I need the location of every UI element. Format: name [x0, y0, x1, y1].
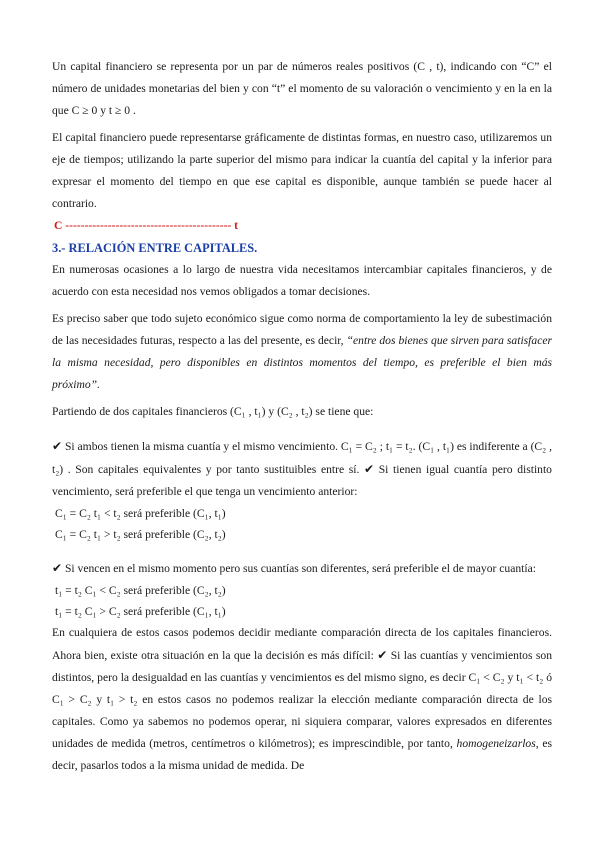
final-text-d: , es decir, pasarlos todos a la misma unidad de medida. De — [52, 737, 552, 772]
subestimation-quote: “entre dos bienes que sirven para satisfacer la misma necesidad, pero disponibles en distintos momentos del tiempo, es preferible el bien más próximo”. — [52, 334, 553, 391]
document-body — [52, 56, 552, 777]
paragraph-subestimation-law — [52, 308, 552, 396]
final-italic-word: homogeneizarlos — [456, 737, 536, 750]
section-heading: 3.- RELACIÓN ENTRE CAPITALES. — [52, 241, 258, 255]
formula-case1-later: C₁ = C₂ t₁ > t₂ será preferible (C₂, t₂) — [55, 528, 226, 541]
case-same-maturity — [52, 557, 552, 580]
time-axis-line: C ------------------------------------------- t — [54, 219, 239, 232]
case1-text2: Si tienen igual cuantía pero distinto vencimiento, será preferible el que tenga un vencimiento anterior: — [52, 463, 552, 498]
case2-text: Si vencen en el mismo momento pero sus cuantías son diferentes, será preferible el de mayor cuantía: — [64, 562, 536, 575]
checkmark-icon: ✔ — [52, 561, 63, 575]
formula-case2-larger: t₁ = t₂ C₁ > C₂ será preferible (C₁, t₁) — [55, 605, 226, 618]
formula-case2-smaller: t₁ = t₂ C₁ < C₂ será preferible (C₂, t₂) — [55, 584, 226, 597]
paragraph-graphical-representation: El capital financiero puede representarse gráficamente de distintas formas, en nuestro caso, utilizaremos un eje de tiempos; utilizando la parte superior del mismo para indicar la cuantía del capital y la inferior para expresar el momento del tiempo en que ese capital es disponible, aunque también se puede hacer al contrario. — [52, 131, 552, 210]
subestimation-text: Es preciso saber que todo sujeto económico sigue como norma de comportamiento la ley de subestimación de las necesidades futuras, respecto a las del presente, es decir, — [52, 312, 552, 347]
case-same-amount — [52, 435, 552, 503]
paragraph-exchange-capitals: En numerosas ocasiones a lo largo de nuestra vida necesitamos intercambiar capitales financieros, y de acuerdo con esta necesidad nos vemos obligados a tomar decisiones. — [52, 263, 552, 298]
paragraph-two-capitals: Partiendo de dos capitales financieros (C₁ , t₁) y (C₂ , t₂) se tiene que: — [52, 405, 374, 418]
paragraph-capital-definition: Un capital financiero se representa por un par de números reales positivos (C , t), indicando con “C” el número de unidades monetarias del bien y con “t” el momento de su valoración o vencimiento y en la en la que C ≥ 0 y t ≥ 0 . — [52, 60, 552, 117]
final-text-a: En cualquiera de estos casos podemos decidir mediante comparación directa de los capitales financieros. Ahora bien, existe otra situación en la que la decisión es más difícil: — [52, 626, 552, 662]
checkmark-icon: ✔ — [364, 462, 375, 476]
case1-text: Si ambos tienen la misma cuantía y el mismo vencimiento. C₁ = C₂ ; t₁ = t₂. (C₁ , t₁) es indiferente a (C₂ , t₂) . Son capitales equivalentes y por tanto sustituibles entre sí. — [52, 440, 552, 476]
formula-case1-earlier: C₁ = C₂ t₁ < t₂ será preferible (C₁, t₁) — [55, 507, 226, 520]
paragraph-final-comparison — [52, 622, 552, 777]
checkmark-icon: ✔ — [52, 439, 63, 453]
checkmark-icon: ✔ — [377, 648, 388, 662]
final-text-b: Si las cuantías y vencimientos son distintos, pero la desigualdad en las cuantías y vencimientos es del mismo signo, es decir C₁ < C₂ y t₁ < t₂ ó C₁ > C₂ y t₁ > t₂ en estos casos no podemos realizar la elección mediante comparación directa de los capitales. Como ya sabemos no podemos operar, ni siquiera comparar, valores expresados en diferentes unidades de medida (metros, centímetros o kilómetros); es imprescindible, por tanto, — [52, 649, 552, 750]
